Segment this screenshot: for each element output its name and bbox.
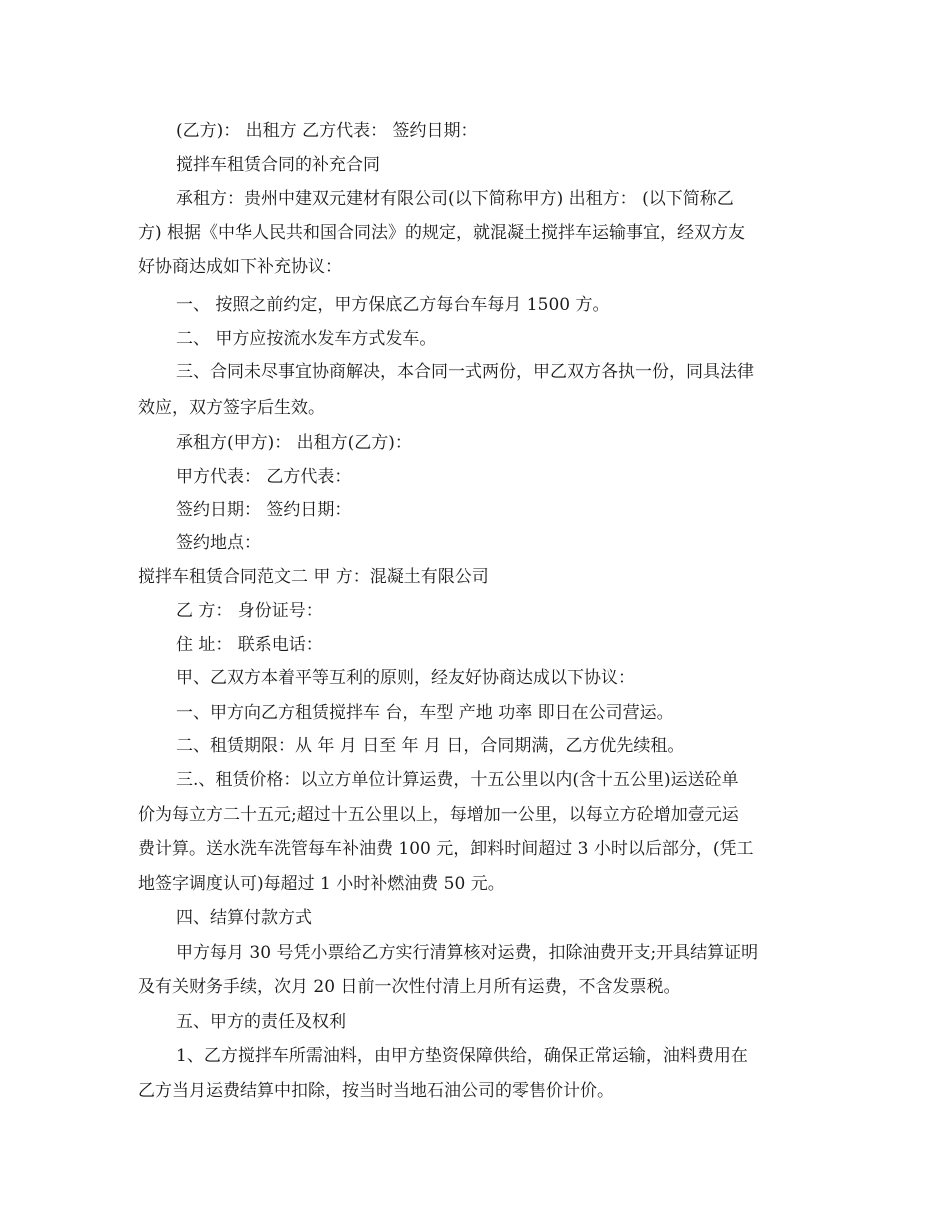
- clause-lease-trucks: 一、甲方向乙方租赁搅拌车 台，车型 产地 功率 即日在公司营运。: [176, 703, 674, 723]
- clause-lease-price: 三.、租赁价格：以立方单位计算运费，十五公里以内(含十五公里)运送砼单: [176, 770, 739, 790]
- clause-lease-term: 二、租赁期限：从 年 月 日至 年 月 日，合同期满，乙方优先续租。: [176, 736, 685, 756]
- paragraph-line: 效应，双方签字后生效。: [138, 398, 325, 418]
- signature-place: 签约地点：: [176, 533, 261, 553]
- paragraph-line: 地签字调度认可)每超过 1 小时补燃油费 50 元。: [138, 874, 505, 894]
- signature-parties: 承租方(甲方)： 出租方(乙方)：: [176, 433, 412, 453]
- paragraph-line: 费计算。送水洗车洗管每车补油费 100 元，卸料时间超过 3 小时以后部分，(凭工: [138, 839, 754, 859]
- signature-representatives: 甲方代表： 乙方代表：: [176, 467, 352, 487]
- address-phone-line: 住 址： 联系电话：: [176, 635, 323, 655]
- signature-dates: 签约日期： 签约日期：: [176, 500, 352, 520]
- section-responsibility-heading: 五、甲方的责任及权利: [176, 1012, 346, 1032]
- header-signature-line: (乙方)： 出租方 乙方代表： 签约日期：: [176, 121, 478, 141]
- clause-2: 二、 甲方应按流水发车方式发车。: [176, 329, 437, 349]
- paragraph-line: 及有关财务手续，次月 20 日前一次性付清上月所有运费，不含发票税。: [138, 977, 681, 997]
- settlement-text: 甲方每月 30 号凭小票给乙方实行清算核对运费，扣除油费开支;开具结算证明: [176, 943, 759, 963]
- paragraph-line: 乙方当月运费结算中扣除，按当时当地石油公司的零售价计价。: [138, 1081, 614, 1101]
- agreement-intro: 甲、乙双方本着平等互利的原则，经友好协商达成以下协议：: [176, 668, 635, 688]
- paragraph-line: 好协商达成如下补充协议：: [138, 257, 342, 277]
- supplement-title: 搅拌车租赁合同的补充合同: [176, 155, 380, 175]
- party-b-id-line: 乙 方： 身份证号：: [176, 601, 323, 621]
- paragraph-line: 方) 根据《中华人民共和国合同法》的规定，就混凝土搅拌车运输事宜，经双方友: [138, 223, 746, 243]
- sample-two-heading: 搅拌车租赁合同范文二 甲 方：混凝土有限公司: [138, 567, 489, 587]
- section-settlement-heading: 四、结算付款方式: [176, 908, 312, 928]
- responsibility-item-1: 1、乙方搅拌车所需油料，由甲方垫资保障供给，确保正常运输，油料费用在: [176, 1046, 748, 1066]
- clause-3: 三、合同未尽事宜协商解决，本合同一式两份，甲乙双方各执一份，同具法律: [176, 362, 754, 382]
- lessee-intro: 承租方：贵州中建双元建材有限公司(以下简称甲方) 出租方： (以下简称乙: [176, 189, 734, 209]
- clause-1: 一、 按照之前约定，甲方保底乙方每台车每月 1500 方。: [176, 295, 610, 315]
- paragraph-line: 价为每立方二十五元;超过十五公里以上，每增加一公里，以每立方砼增加壹元运: [138, 805, 739, 825]
